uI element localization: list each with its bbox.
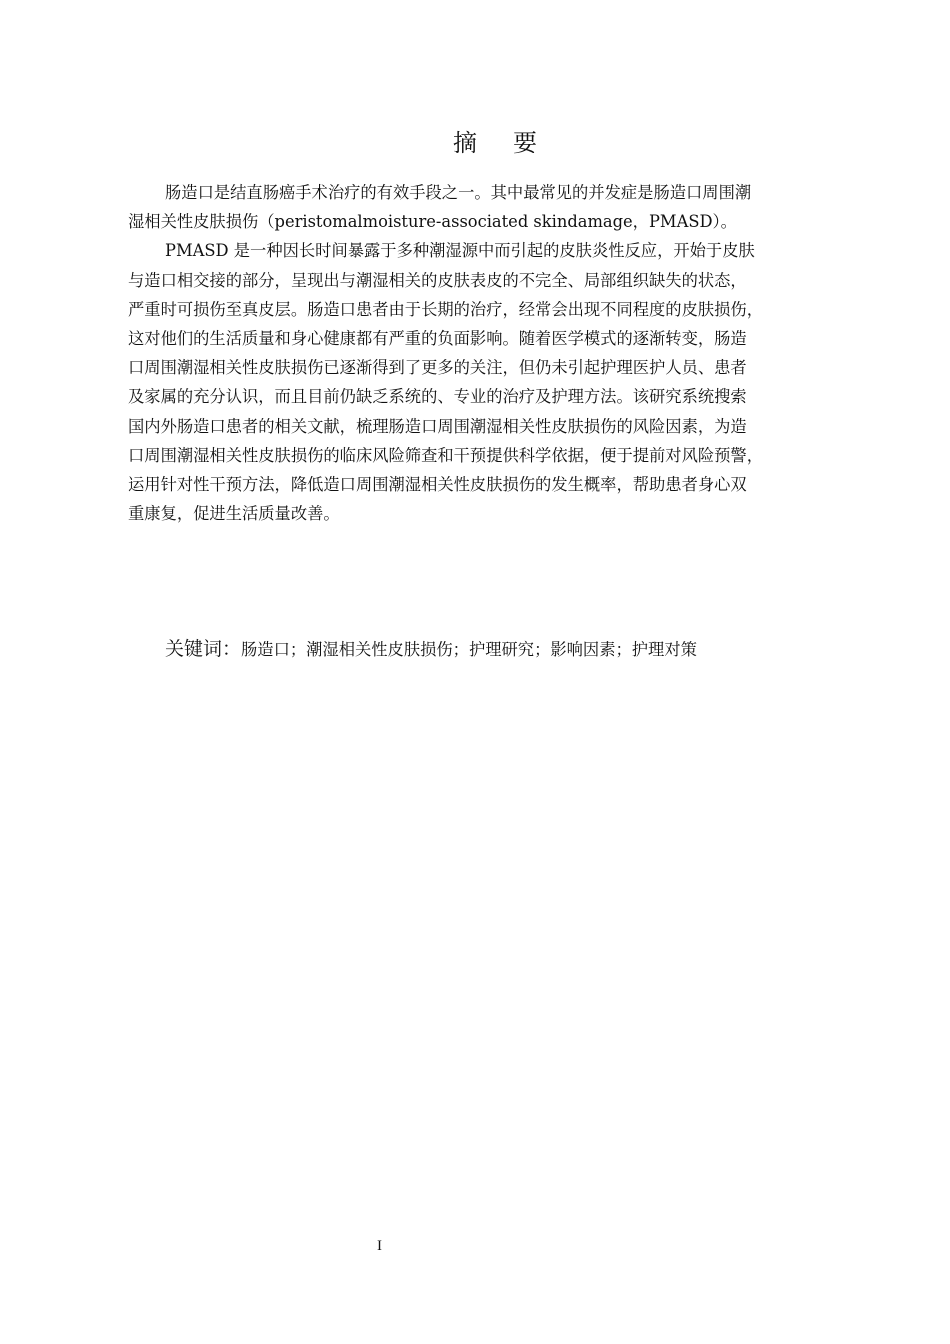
abstract-line: 口周围潮湿相关性皮肤损伤的临床风险筛查和干预提供科学依据，便于提前对风险预警， [128, 445, 763, 465]
keywords-label: 关键词： [165, 638, 242, 660]
keywords-paragraph [165, 634, 697, 665]
abstract-heading [0, 126, 950, 160]
abstract-body [128, 178, 866, 528]
abstract-line: 肠造口是结直肠癌手术治疗的有效手段之一。其中最常见的并发症是肠造口周围潮 [165, 183, 752, 202]
abstract-line: 与造口相交接的部分，呈现出与潮湿相关的皮肤表皮的不完全、局部组织缺失的状态， [128, 270, 747, 290]
page-number: I [377, 1238, 382, 1254]
abstract-line: 这对他们的生活质量和身心健康都有严重的负面影响。随着医学模式的逐渐转变，肠造 [128, 328, 747, 348]
abstract-line: 严重时可损伤至真皮层。肠造口患者由于长期的治疗，经常会出现不同程度的皮肤损伤， [128, 299, 763, 319]
keywords-text: 肠造口；潮湿相关性皮肤损伤；护理研究；影响因素；护理对策 [241, 640, 697, 659]
abstract-line: 重康复，促进生活质量改善。 [128, 504, 340, 524]
abstract-line: PMASD 是一种因长时间暴露于多种潮湿源中而引起的皮肤炎性反应，开始于皮肤 [165, 241, 755, 261]
abstract-heading-char-1: 摘 [453, 129, 477, 157]
abstract-line: 国内外肠造口患者的相关文献，梳理肠造口周围潮湿相关性皮肤损伤的风险因素，为造 [128, 416, 747, 436]
abstract-line: 湿相关性皮肤损伤（peristomalmoisture-associated skindamage，PMASD）。 [128, 212, 737, 232]
abstract-line: 口周围潮湿相关性皮肤损伤已逐渐得到了更多的关注，但仍未引起护理医护人员、患者 [128, 358, 747, 378]
abstract-line: 及家属的充分认识，而且目前仍缺乏系统的、专业的治疗及护理方法。该研究系统搜索 [128, 387, 747, 407]
abstract-heading-char-2: 要 [513, 129, 537, 157]
abstract-line: 运用针对性干预方法，降低造口周围潮湿相关性皮肤损伤的发生概率，帮助患者身心双 [128, 474, 747, 494]
